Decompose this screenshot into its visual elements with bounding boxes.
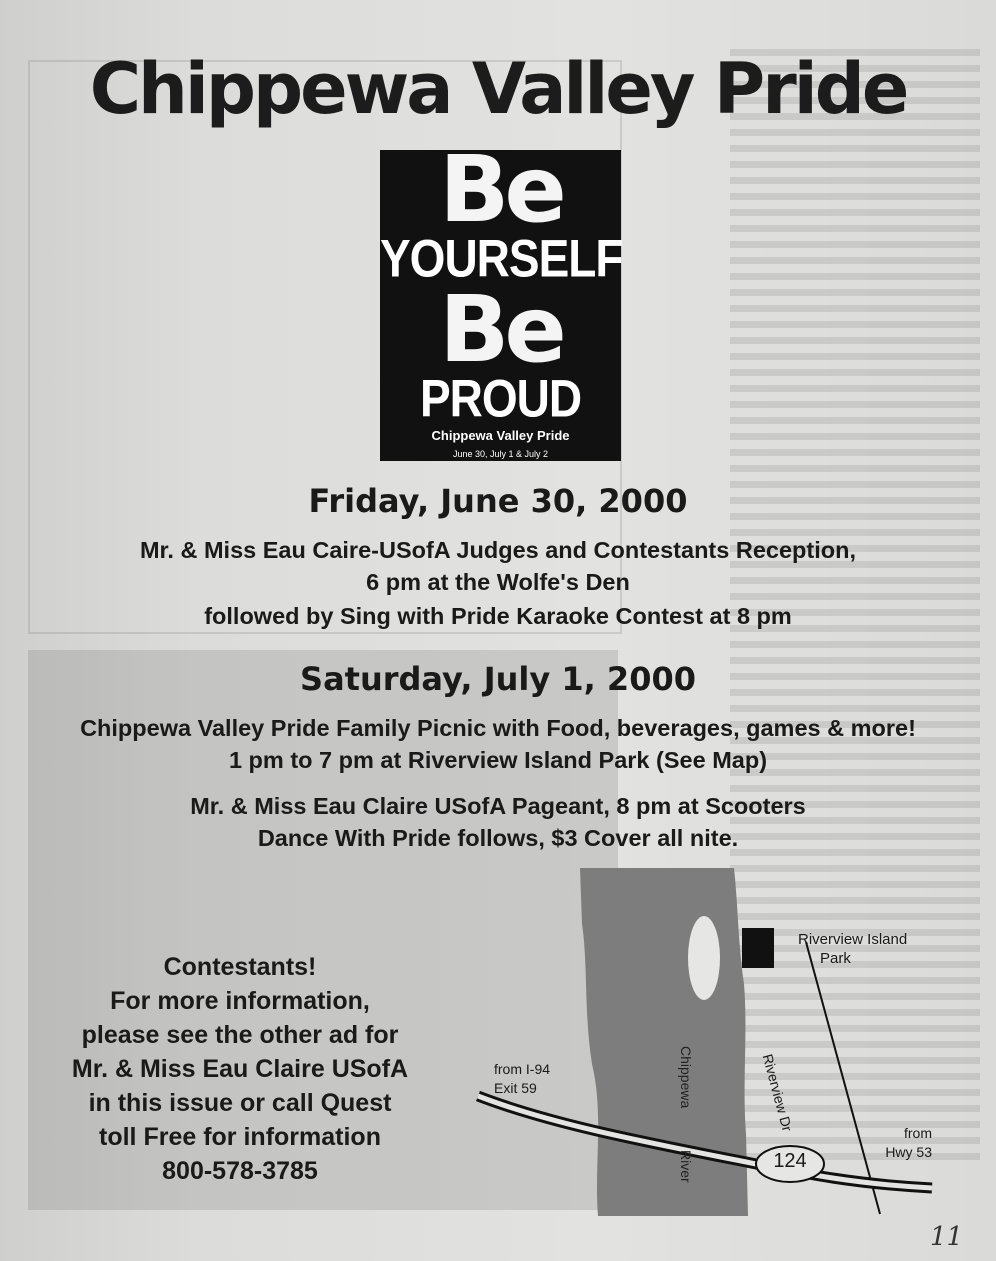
- from-hwy53-line-2: Hwy 53: [885, 1144, 932, 1160]
- from-i94-line-1: from I-94: [494, 1061, 551, 1077]
- page-title: Chippewa Valley Pride: [89, 48, 907, 130]
- location-map: [476, 864, 936, 1224]
- river-label-2: [676, 1150, 695, 1183]
- friday-heading: Friday, June 30, 2000: [308, 482, 688, 520]
- friday-line-1: Mr. & Miss Eau Caire-USofA Judges and Contestants Reception,: [139, 537, 856, 563]
- river-shape: [580, 868, 748, 1216]
- from-i94-line-2: Exit 59: [494, 1080, 537, 1096]
- from-hwy53-label: [884, 1124, 932, 1162]
- park-label-line-2: Park: [820, 950, 851, 967]
- saturday-line-1: Chippewa Valley Pride Family Picnic with Food, beverages, games & more!: [80, 715, 916, 741]
- logo-org: Chippewa Valley Pride: [431, 428, 570, 443]
- river-label-line-1: Chippewa: [678, 1046, 694, 1109]
- saturday-line-4: Dance With Pride follows, $3 Cover all nite.: [257, 825, 739, 851]
- contestants-phone: 800-578-3785: [162, 1157, 318, 1185]
- be-yourself-logo: [380, 136, 623, 461]
- contestants-line-3: please see the other ad for: [81, 1021, 399, 1049]
- road-label: Riverview Dr: [759, 1052, 796, 1134]
- contestants-line-2: For more information,: [110, 987, 370, 1015]
- saturday-line-2: 1 pm to 7 pm at Riverview Island Park (See Map): [228, 747, 768, 773]
- logo-word-proud: PROUD: [419, 368, 582, 428]
- logo-word-yourself: YOURSELF: [380, 228, 623, 288]
- contestants-line-1: Contestants!: [163, 953, 317, 981]
- saturday-heading: Saturday, July 1, 2000: [300, 660, 696, 698]
- contestants-line-4: Mr. & Miss Eau Claire USofA: [71, 1055, 409, 1083]
- logo-be-bottom: Be: [439, 276, 562, 383]
- contestants-line-6: toll Free for information: [99, 1123, 381, 1151]
- park-marker: [742, 928, 774, 968]
- saturday-line-3: Mr. & Miss Eau Claire USofA Pageant, 8 pm at Scooters: [190, 793, 806, 819]
- friday-line-3: followed by Sing with Pride Karaoke Contest at 8 pm: [204, 603, 792, 629]
- island-shape: [688, 916, 720, 1000]
- from-hwy53-line-1: from: [904, 1125, 932, 1141]
- logo-be-top: Be: [439, 136, 562, 243]
- map-drawing: [476, 864, 936, 1224]
- contestants-line-5: in this issue or call Quest: [88, 1089, 392, 1117]
- park-label-line-1: Riverview Island: [798, 931, 908, 948]
- highway-number: 124: [773, 1150, 807, 1172]
- contestants-info: [30, 950, 450, 1188]
- friday-line-2: 6 pm at the Wolfe's Den: [366, 569, 630, 595]
- park-label: [798, 930, 907, 968]
- logo-dates: June 30, July 1 & July 2: [452, 449, 549, 459]
- river-label: [676, 1046, 695, 1108]
- river-label-line-2: River: [678, 1150, 694, 1183]
- from-i94-label: [494, 1060, 550, 1098]
- page-number: 11: [930, 1222, 964, 1252]
